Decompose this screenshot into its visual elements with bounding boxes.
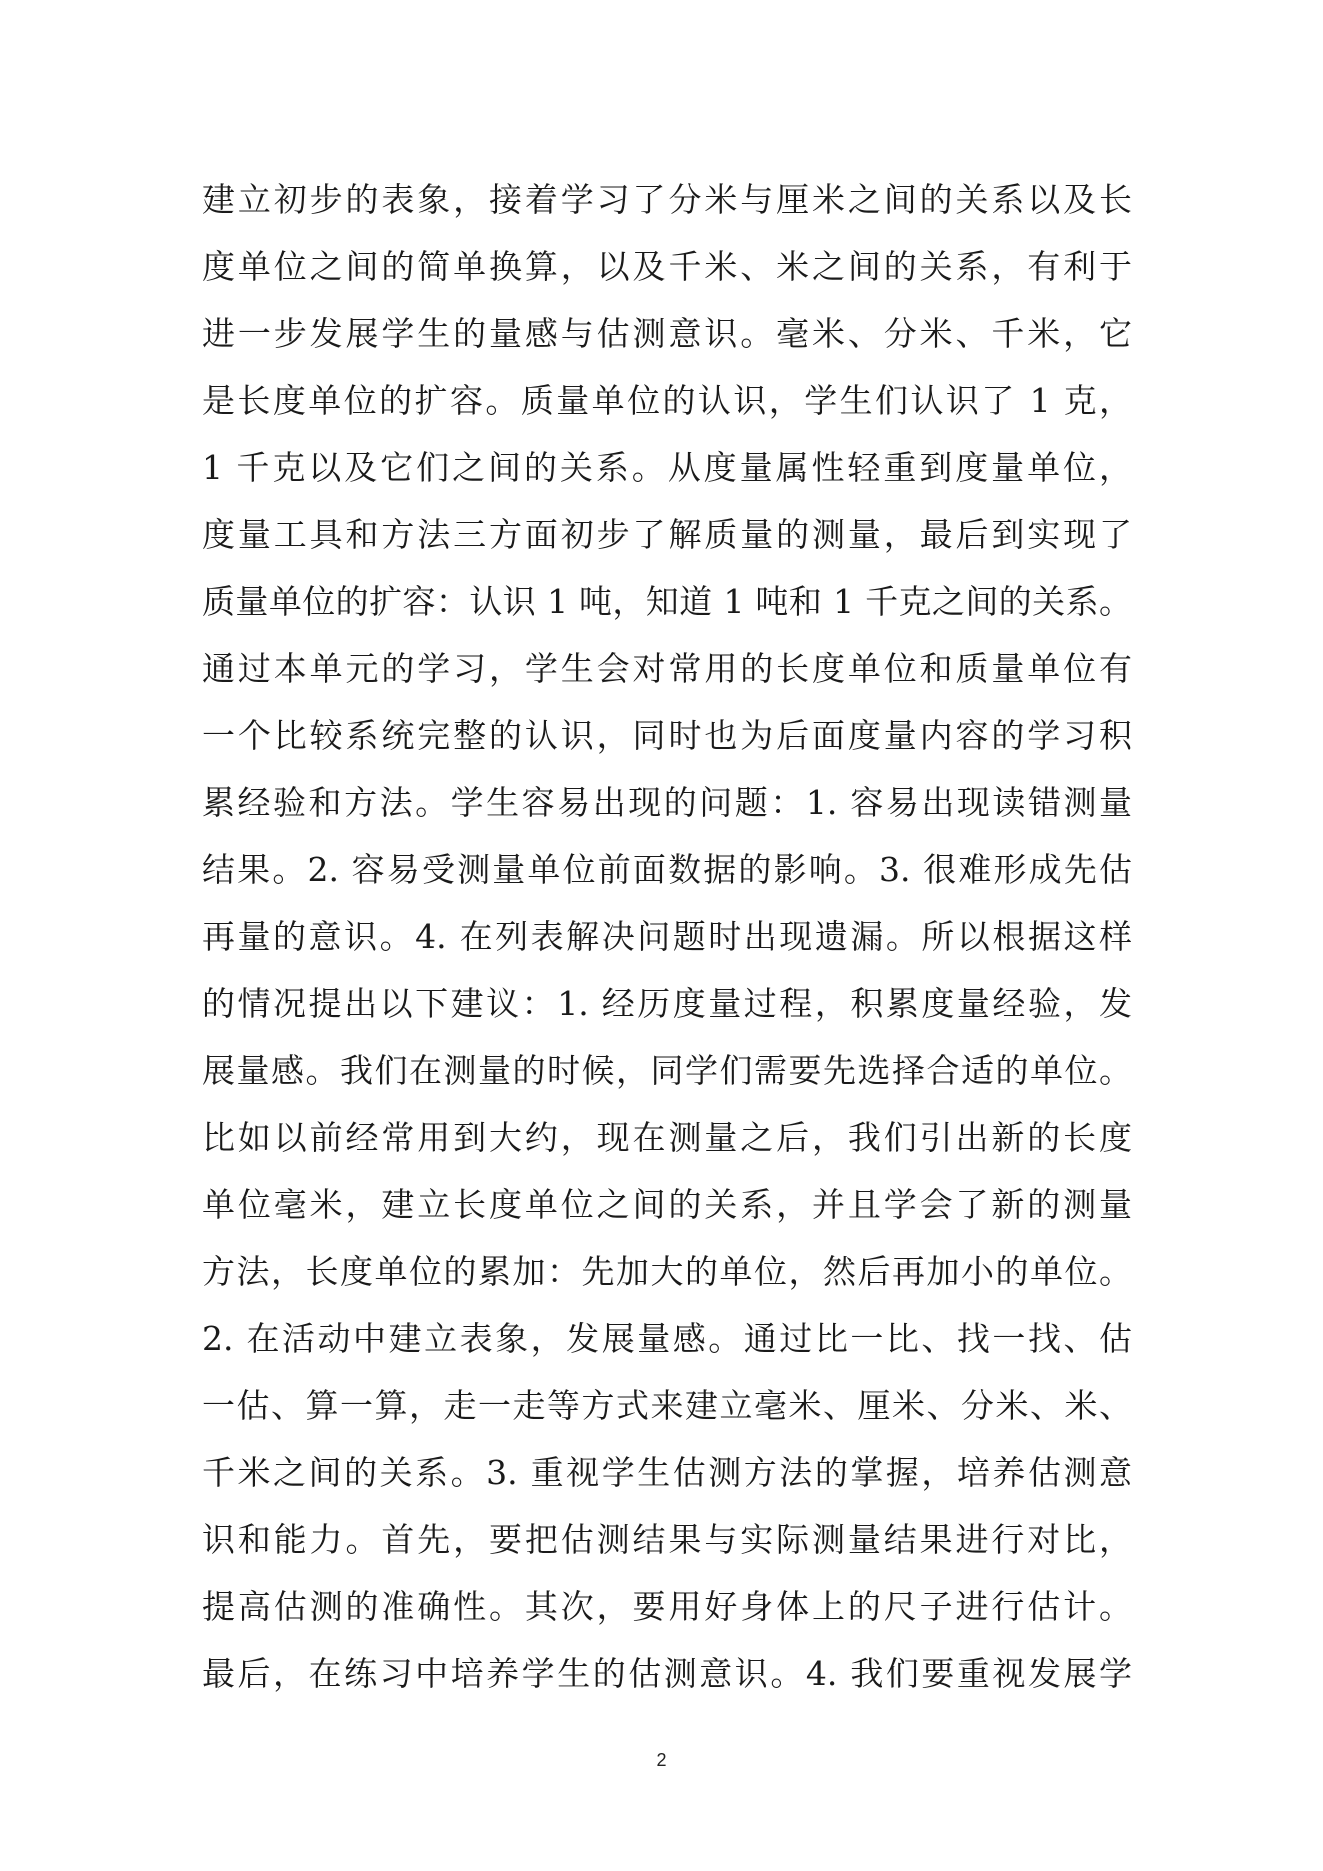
text-line: 通过本单元的学习，学生会对常用的长度单位和质量单位有 <box>202 649 1132 688</box>
page-number: 2 <box>656 1750 667 1770</box>
text-line: 单位毫米，建立长度单位之间的关系，并且学会了新的测量 <box>202 1185 1132 1224</box>
text-line: 是长度单位的扩容。质量单位的认识，学生们认识了 1 克， <box>202 381 1132 420</box>
text-line: 再量的意识。4. 在列表解决问题时出现遗漏。所以根据这样 <box>202 917 1132 956</box>
text-line: 一个比较系统完整的认识，同时也为后面度量内容的学习积 <box>202 716 1132 755</box>
text-line: 2. 在活动中建立表象，发展量感。通过比一比、找一找、估 <box>202 1319 1132 1358</box>
text-line: 千米之间的关系。3. 重视学生估测方法的掌握，培养估测意 <box>202 1453 1132 1492</box>
text-line: 一估、算一算，走一走等方式来建立毫米、厘米、分米、米、 <box>202 1386 1132 1425</box>
text-line: 结果。2. 容易受测量单位前面数据的影响。3. 很难形成先估 <box>202 850 1132 889</box>
text-line: 1 千克以及它们之间的关系。从度量属性轻重到度量单位， <box>202 448 1132 487</box>
text-line: 质量单位的扩容：认识 1 吨，知道 1 吨和 1 千克之间的关系。 <box>202 582 1132 621</box>
body-text <box>202 166 1132 1707</box>
text-line: 度量工具和方法三方面初步了解质量的测量，最后到实现了 <box>202 515 1132 554</box>
text-line: 最后，在练习中培养学生的估测意识。4. 我们要重视发展学 <box>202 1654 1132 1693</box>
text-line: 识和能力。首先，要把估测结果与实际测量结果进行对比， <box>202 1520 1132 1559</box>
text-line: 的情况提出以下建议：1. 经历度量过程，积累度量经验，发 <box>202 984 1132 1023</box>
text-line: 展量感。我们在测量的时候，同学们需要先选择合适的单位。 <box>202 1051 1132 1090</box>
text-line: 进一步发展学生的量感与估测意识。毫米、分米、千米，它 <box>202 314 1132 353</box>
text-line: 比如以前经常用到大约，现在测量之后，我们引出新的长度 <box>202 1118 1132 1157</box>
text-line: 累经验和方法。学生容易出现的问题：1. 容易出现读错测量 <box>202 783 1132 822</box>
text-line: 建立初步的表象，接着学习了分米与厘米之间的关系以及长 <box>202 180 1132 219</box>
text-line: 方法，长度单位的累加：先加大的单位，然后再加小的单位。 <box>202 1252 1132 1291</box>
text-line: 度单位之间的简单换算，以及千米、米之间的关系，有利于 <box>202 247 1132 286</box>
text-line: 提高估测的准确性。其次，要用好身体上的尺子进行估计。 <box>202 1587 1132 1626</box>
